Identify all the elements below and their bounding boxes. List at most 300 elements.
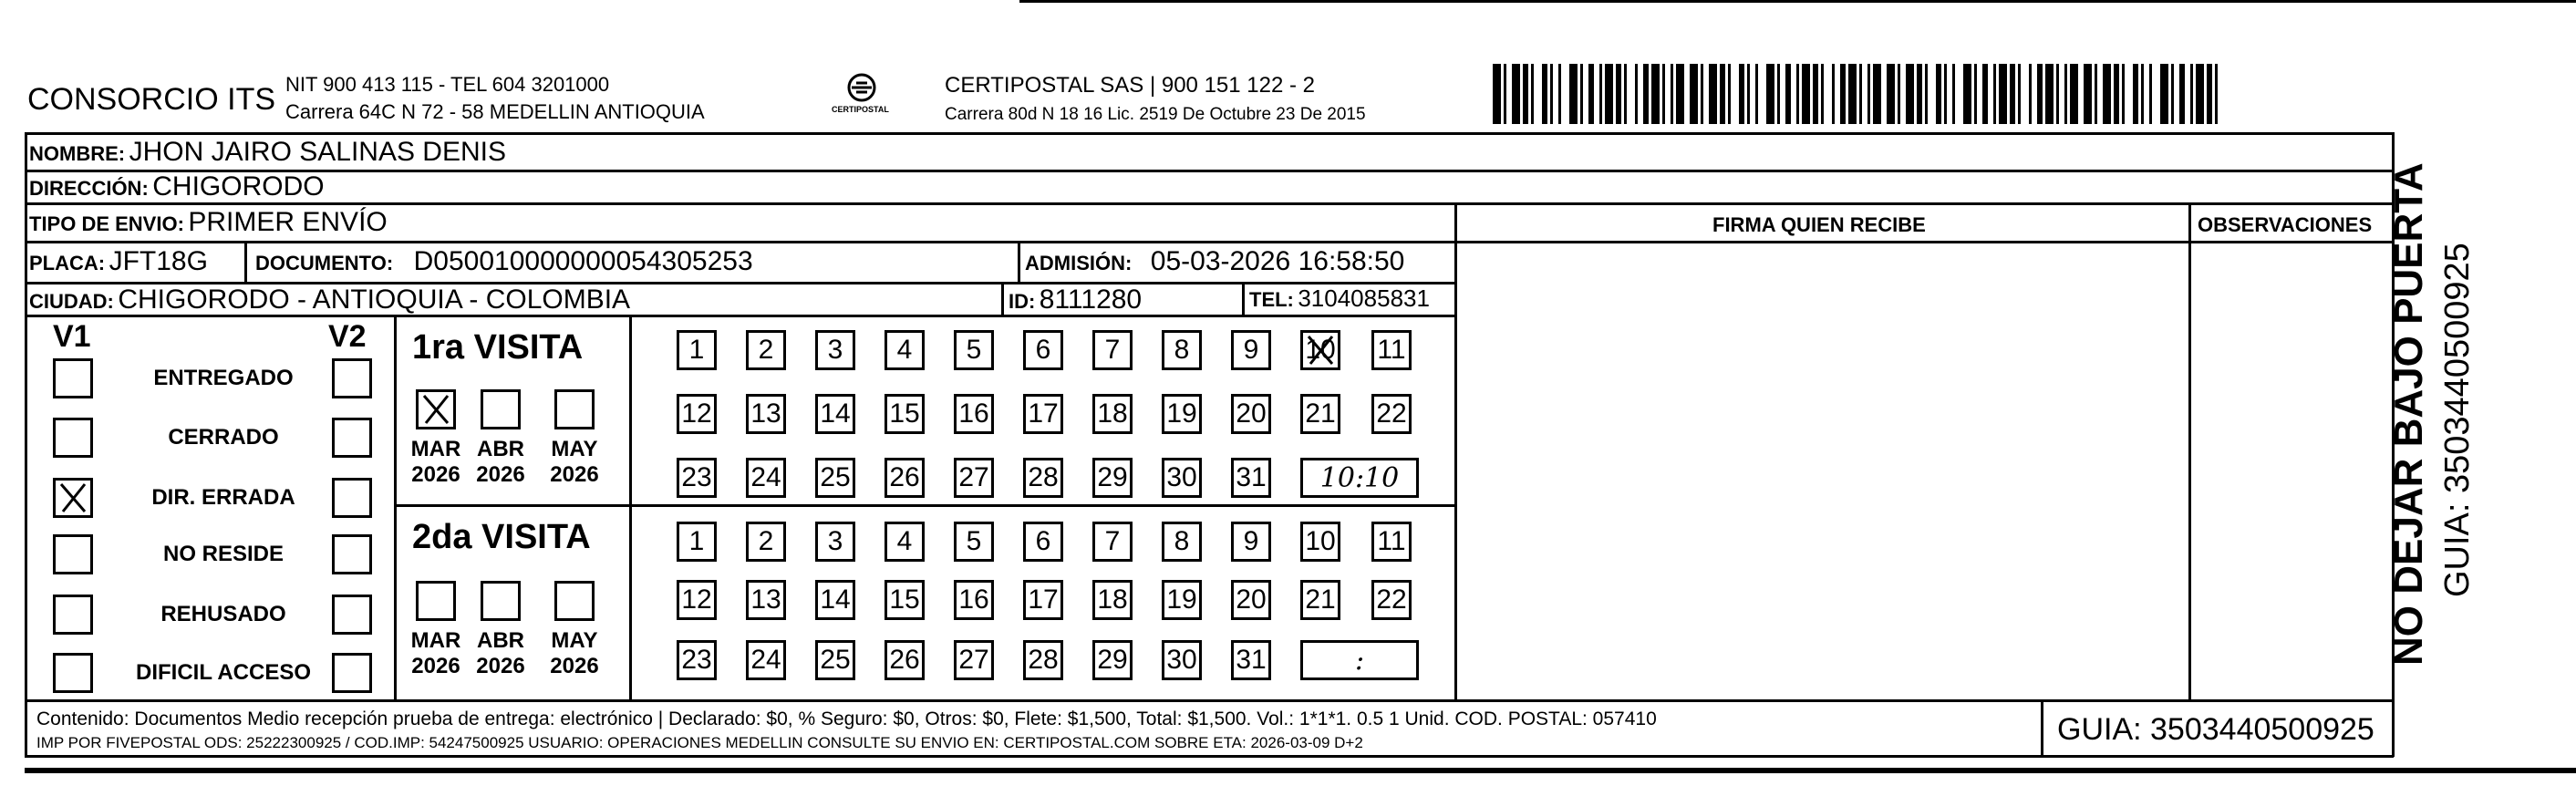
x-mark-icon <box>56 481 90 515</box>
v2-checkbox[interactable] <box>332 418 372 458</box>
barcode-bar <box>1982 64 1988 124</box>
barcode-bar <box>1550 64 1553 124</box>
contenido-text: Contenido: Documentos Medio recepción prueba de entrega: electrónico | Declarado: $0, % Seguro: $0, Otros: $0, Flete: $1,500, Total: $1,500. Vol.: 1*1*1. 0.5 1 Unid. COD. POSTAL: 057410 <box>36 708 1657 729</box>
barcode-bar <box>2141 64 2144 124</box>
status-label: NO RESIDE <box>162 542 284 566</box>
id-value: 8111280 <box>1039 284 1143 315</box>
day-box[interactable] <box>677 522 717 562</box>
barcode-bar <box>1504 64 1506 124</box>
placa-label: PLACA: <box>29 252 106 274</box>
tipo-value: PRIMER ENVÍO <box>188 207 388 237</box>
day-box[interactable] <box>954 458 994 498</box>
barcode-bar <box>2056 64 2059 124</box>
form-left-border <box>25 132 27 757</box>
month-label <box>404 628 468 678</box>
v2-checkbox[interactable] <box>332 534 372 574</box>
day-box[interactable] <box>954 330 994 370</box>
day-number: 19 <box>1166 398 1197 429</box>
col-line <box>2188 202 2191 701</box>
day-box[interactable] <box>1162 394 1202 434</box>
barcode-bar <box>2160 64 2168 124</box>
day-box[interactable] <box>746 458 786 498</box>
outer-bottom-rule <box>25 768 2576 773</box>
barcode-bar <box>1840 64 1846 124</box>
day-number: 9 <box>1243 526 1259 556</box>
month-name: ABR <box>477 437 524 461</box>
top-rule <box>1019 0 2576 3</box>
day-box[interactable] <box>677 640 717 680</box>
barcode <box>1493 64 2222 124</box>
status-label: REHUSADO <box>160 602 286 626</box>
tel-field <box>1249 286 1430 310</box>
month-year: 2026 <box>550 653 599 678</box>
day-box[interactable] <box>954 580 994 620</box>
barcode-bar <box>2010 64 2015 124</box>
month-label <box>404 437 468 487</box>
company-name: CONSORCIO ITS <box>27 82 276 117</box>
day-box[interactable] <box>1023 640 1063 680</box>
day-number: 29 <box>1097 462 1128 492</box>
day-number: 25 <box>820 462 851 492</box>
day-number: 18 <box>1097 398 1128 429</box>
barcode-bar <box>1821 64 1824 124</box>
time-box[interactable] <box>1300 640 1419 680</box>
month-name: MAR <box>410 628 461 653</box>
day-number: 10 <box>1305 335 1336 365</box>
observaciones-label: OBSERVACIONES <box>2198 213 2373 236</box>
v2-checkbox[interactable] <box>332 478 372 518</box>
barcode-bar <box>1993 64 1996 124</box>
barcode-bar <box>1542 64 1547 124</box>
day-box[interactable] <box>1371 330 1412 370</box>
day-number: 3 <box>827 526 843 556</box>
month-year: 2026 <box>476 461 525 487</box>
day-number: 30 <box>1166 645 1197 675</box>
day-number: 3 <box>827 335 843 365</box>
v1-checkbox[interactable] <box>53 418 93 458</box>
carrier-line: CERTIPOSTAL SAS | 900 151 122 - 2 <box>945 73 1315 98</box>
day-number: 31 <box>1236 462 1267 492</box>
barcode-bar <box>1944 64 1947 124</box>
day-number: 1 <box>688 335 705 365</box>
barcode-bar <box>1796 64 1799 124</box>
row-line <box>25 170 2394 172</box>
day-number: 12 <box>681 398 712 429</box>
tipo-field <box>29 209 388 236</box>
barcode-bar <box>1873 64 1881 124</box>
month-year: 2026 <box>411 461 460 487</box>
tipo-label: TIPO DE ENVIO: <box>29 212 184 235</box>
day-box[interactable] <box>1231 580 1271 620</box>
month-label <box>469 437 533 487</box>
barcode-bar <box>1701 64 1703 124</box>
v2-checkbox[interactable] <box>332 653 372 693</box>
barcode-bar <box>1662 64 1665 124</box>
month-label <box>543 437 606 487</box>
day-number: 7 <box>1104 526 1121 556</box>
barcode-bar <box>1974 64 1977 124</box>
barcode-bar <box>1580 64 1583 124</box>
day-box[interactable] <box>815 580 855 620</box>
month-checkbox[interactable] <box>554 389 595 429</box>
barcode-bar <box>1952 64 1955 124</box>
day-box[interactable] <box>746 522 786 562</box>
day-number: 13 <box>750 584 781 615</box>
v2-checkbox[interactable] <box>332 358 372 398</box>
barcode-bar <box>1802 64 1810 124</box>
barcode-bar <box>1936 64 1941 124</box>
firma-header-line <box>1454 241 2394 243</box>
time-value: 10:10 <box>1319 461 1400 494</box>
day-box[interactable] <box>815 522 855 562</box>
day-box[interactable] <box>1023 394 1063 434</box>
day-number: 22 <box>1376 398 1407 429</box>
month-checkbox[interactable] <box>416 389 456 429</box>
day-number: 17 <box>1028 398 1059 429</box>
row-line <box>25 241 1456 243</box>
documento-value: D050010000000054305253 <box>413 246 753 276</box>
day-number: 1 <box>688 526 705 556</box>
month-name: MAY <box>551 628 598 653</box>
day-number: 27 <box>958 462 989 492</box>
barcode-bar <box>1671 64 1673 124</box>
day-box[interactable] <box>746 394 786 434</box>
barcode-bar <box>2207 64 2212 124</box>
day-number: 12 <box>681 584 712 615</box>
x-mark-icon <box>419 392 453 427</box>
barcode-bar <box>1709 64 1717 124</box>
day-box[interactable] <box>1023 580 1063 620</box>
col-line <box>1001 282 1004 316</box>
barcode-bar <box>1599 64 1602 124</box>
form-bottom-border <box>25 755 2394 758</box>
barcode-bar <box>1848 64 1857 124</box>
v1-checkbox[interactable] <box>53 534 93 574</box>
day-box[interactable] <box>885 522 925 562</box>
tel-label: TEL: <box>1249 288 1294 311</box>
status-label: CERRADO <box>168 425 279 450</box>
day-number: 8 <box>1174 526 1190 556</box>
barcode-bar <box>2171 64 2174 124</box>
month-year: 2026 <box>476 653 525 678</box>
day-box[interactable] <box>677 330 717 370</box>
day-number: 15 <box>889 398 920 429</box>
day-box[interactable] <box>1092 458 1133 498</box>
day-box[interactable] <box>1162 522 1202 562</box>
day-number: 20 <box>1236 398 1267 429</box>
day-box[interactable] <box>815 394 855 434</box>
v1-label: V1 <box>53 319 91 354</box>
barcode-bar <box>1917 64 1922 124</box>
status-label: DIR. ERRADA <box>151 485 295 510</box>
barcode-bar <box>1747 64 1750 124</box>
barcode-bar <box>1523 64 1528 124</box>
direccion-field <box>29 173 325 201</box>
day-number: 24 <box>750 462 781 492</box>
day-number: 20 <box>1236 584 1267 615</box>
month-checkbox[interactable] <box>554 581 595 621</box>
day-box[interactable] <box>1092 330 1133 370</box>
barcode-bar <box>1569 64 1578 124</box>
admision-field <box>1025 248 1404 275</box>
day-box[interactable] <box>746 330 786 370</box>
day-box[interactable] <box>1023 458 1063 498</box>
day-number: 28 <box>1028 645 1059 675</box>
month-name: MAY <box>551 437 598 461</box>
ciudad-value: CHIGORODO - ANTIOQUIA - COLOMBIA <box>118 284 631 315</box>
day-box[interactable] <box>1092 580 1133 620</box>
day-box[interactable] <box>815 640 855 680</box>
day-number: 26 <box>889 645 920 675</box>
admision-label: ADMISIÓN: <box>1025 252 1133 274</box>
day-number: 7 <box>1104 335 1121 365</box>
barcode-bar <box>2103 64 2111 124</box>
nombre-value: JHON JAIRO SALINAS DENIS <box>129 137 506 167</box>
day-number: 4 <box>896 526 913 556</box>
day-box[interactable] <box>815 458 855 498</box>
day-box[interactable] <box>1023 522 1063 562</box>
day-box[interactable] <box>1371 394 1412 434</box>
second-visit-title: 2da VISITA <box>412 518 591 556</box>
day-number: 31 <box>1236 645 1267 675</box>
day-box[interactable] <box>746 640 786 680</box>
barcode-bar <box>1906 64 1914 124</box>
barcode-bar <box>1558 64 1561 124</box>
row-line <box>25 699 2394 702</box>
day-number: 11 <box>1377 335 1406 365</box>
month-year: 2026 <box>411 653 460 678</box>
barcode-bar <box>1925 64 1928 124</box>
day-number: 5 <box>966 526 982 556</box>
time-box[interactable] <box>1300 458 1419 498</box>
direccion-label: DIRECCIÓN: <box>29 177 149 200</box>
barcode-bar <box>1963 64 1971 124</box>
day-box[interactable] <box>815 330 855 370</box>
barcode-bar <box>1605 64 1613 124</box>
x-mark-icon <box>1303 333 1338 367</box>
day-number: 6 <box>1035 526 1051 556</box>
barcode-bar <box>1624 64 1627 124</box>
day-box[interactable] <box>1300 394 1340 434</box>
day-box[interactable] <box>1300 522 1340 562</box>
day-box[interactable] <box>954 640 994 680</box>
documento-label: DOCUMENTO: <box>255 252 394 274</box>
footer-guia: GUIA: 3503440500925 <box>2057 712 2374 747</box>
day-box[interactable] <box>1371 522 1412 562</box>
month-name: MAR <box>410 437 461 461</box>
day-number: 26 <box>889 462 920 492</box>
day-number: 30 <box>1166 462 1197 492</box>
day-box[interactable] <box>677 394 717 434</box>
imp-text: IMP POR FIVEPOSTAL ODS: 25222300925 / COD.IMP: 54247500925 USUARIO: OPERACIONES MEDELLIN CONSULTE SU ENVIO EN: CERTIPOSTAL.COM SOBRE ETA: 2026-03-09 D+2 <box>36 734 1363 751</box>
barcode-bar <box>1887 64 1895 124</box>
day-box[interactable] <box>1162 640 1202 680</box>
day-box[interactable] <box>677 458 717 498</box>
day-number: 6 <box>1035 335 1051 365</box>
day-number: 22 <box>1376 584 1407 615</box>
certipostal-logo <box>830 71 894 126</box>
documento-field <box>255 248 753 275</box>
day-number: 25 <box>820 645 851 675</box>
day-box[interactable] <box>1371 580 1412 620</box>
barcode-bar <box>1616 64 1621 124</box>
nombre-field <box>29 139 506 166</box>
barcode-bar <box>2070 64 2078 124</box>
footer-divider <box>2041 699 2043 757</box>
day-number: 21 <box>1305 398 1336 429</box>
id-field <box>1009 286 1142 314</box>
day-number: 4 <box>896 335 913 365</box>
day-box[interactable] <box>1023 330 1063 370</box>
col-line <box>1454 202 1457 701</box>
barcode-bar <box>1690 64 1698 124</box>
month-checkbox[interactable] <box>481 389 521 429</box>
day-number: 14 <box>820 584 851 615</box>
day-number: 28 <box>1028 462 1059 492</box>
first-visit-title: 1ra VISITA <box>412 328 584 367</box>
month-name: ABR <box>477 628 524 653</box>
time-value: : <box>1354 644 1365 677</box>
barcode-bar <box>2029 64 2032 124</box>
month-label <box>543 628 606 678</box>
barcode-bar <box>1493 64 1501 124</box>
nit-line: NIT 900 413 115 - TEL 604 3201000 <box>285 73 610 96</box>
ciudad-label: CIUDAD: <box>29 290 114 313</box>
day-box[interactable] <box>1162 330 1202 370</box>
day-number: 8 <box>1174 335 1190 365</box>
month-label <box>469 628 533 678</box>
day-number: 9 <box>1243 335 1259 365</box>
day-box[interactable] <box>1231 394 1271 434</box>
barcode-bar <box>1720 64 1725 124</box>
day-box[interactable] <box>1162 458 1202 498</box>
day-number: 13 <box>750 398 781 429</box>
day-box[interactable] <box>1231 640 1271 680</box>
v1-checkbox[interactable] <box>53 478 93 518</box>
logo-text: CERTIPOSTAL <box>832 105 889 114</box>
barcode-bar <box>1832 64 1835 124</box>
barcode-bar <box>1512 64 1520 124</box>
carrier-address: Carrera 80d N 18 16 Lic. 2519 De Octubre 23 De 2015 <box>945 105 1366 124</box>
day-number: 16 <box>958 398 989 429</box>
firma-label: FIRMA QUIEN RECIBE <box>1712 213 1926 236</box>
barcode-bar <box>2095 64 2097 124</box>
side-warning: NO DEJAR BAJO PUERTA <box>2386 162 2431 666</box>
status-divider <box>394 315 397 699</box>
visit-divider <box>394 504 1456 507</box>
nombre-label: NOMBRE: <box>29 142 126 165</box>
row-line <box>25 202 2394 205</box>
day-number: 2 <box>758 526 774 556</box>
day-box[interactable] <box>1092 394 1133 434</box>
ciudad-field <box>29 286 630 314</box>
placa-field <box>29 248 208 275</box>
barcode-bar <box>1766 64 1774 124</box>
barcode-bar <box>2179 64 2185 124</box>
day-box[interactable] <box>1092 640 1133 680</box>
day-box[interactable] <box>746 580 786 620</box>
barcode-bar <box>1813 64 1818 124</box>
barcode-bar <box>2215 64 2218 124</box>
status-label: ENTREGADO <box>153 366 294 390</box>
v2-label: V2 <box>328 319 367 354</box>
day-number: 19 <box>1166 584 1197 615</box>
day-box[interactable] <box>1092 522 1133 562</box>
barcode-bar <box>2190 64 2193 124</box>
barcode-bar <box>2045 64 2054 124</box>
barcode-bar <box>1676 64 1684 124</box>
v1-checkbox[interactable] <box>53 358 93 398</box>
day-box[interactable] <box>677 580 717 620</box>
month-checkbox[interactable] <box>481 581 521 621</box>
day-number: 5 <box>966 335 982 365</box>
barcode-bar <box>2149 64 2152 124</box>
barcode-bar <box>2133 64 2138 124</box>
barcode-bar <box>2084 64 2092 124</box>
barcode-bar <box>1999 64 2007 124</box>
day-box[interactable] <box>1231 330 1271 370</box>
v2-checkbox[interactable] <box>332 595 372 635</box>
barcode-bar <box>1531 64 1534 124</box>
day-number: 16 <box>958 584 989 615</box>
barcode-bar <box>1859 64 1862 124</box>
day-box[interactable] <box>885 394 925 434</box>
v1-checkbox[interactable] <box>53 653 93 693</box>
day-number: 23 <box>681 645 712 675</box>
barcode-bar <box>1739 64 1744 124</box>
admision-value: 05-03-2026 16:58:50 <box>1150 246 1405 276</box>
day-number: 17 <box>1028 584 1059 615</box>
day-number: 29 <box>1097 645 1128 675</box>
day-box[interactable] <box>954 522 994 562</box>
day-box[interactable] <box>885 640 925 680</box>
day-number: 27 <box>958 645 989 675</box>
barcode-bar <box>1785 64 1791 124</box>
barcode-bar <box>2037 64 2043 124</box>
day-number: 23 <box>681 462 712 492</box>
day-box[interactable] <box>954 394 994 434</box>
day-box[interactable] <box>1300 580 1340 620</box>
month-checkbox[interactable] <box>416 581 456 621</box>
day-number: 21 <box>1305 584 1336 615</box>
day-number: 15 <box>889 584 920 615</box>
barcode-bar <box>1755 64 1758 124</box>
day-box[interactable] <box>885 330 925 370</box>
address-line: Carrera 64C N 72 - 58 MEDELLIN ANTIOQUIA <box>285 100 705 123</box>
barcode-bar <box>2018 64 2021 124</box>
day-number: 24 <box>750 645 781 675</box>
day-box[interactable] <box>1162 580 1202 620</box>
month-year: 2026 <box>550 461 599 487</box>
barcode-bar <box>2122 64 2125 124</box>
direccion-value: CHIGORODO <box>152 171 325 202</box>
barcode-bar <box>1651 64 1660 124</box>
col-line <box>1242 282 1245 316</box>
day-box[interactable] <box>1231 522 1271 562</box>
day-box[interactable] <box>885 580 925 620</box>
barcode-bar <box>1643 64 1649 124</box>
day-box[interactable] <box>1300 330 1340 370</box>
day-number: 11 <box>1377 526 1406 556</box>
v1-checkbox[interactable] <box>53 595 93 635</box>
day-box[interactable] <box>885 458 925 498</box>
barcode-bar <box>1777 64 1780 124</box>
tel-value: 3104085831 <box>1298 284 1430 312</box>
day-box[interactable] <box>1231 458 1271 498</box>
barcode-bar <box>1635 64 1638 124</box>
barcode-bar <box>1867 64 1870 124</box>
barcode-bar <box>2064 64 2067 124</box>
